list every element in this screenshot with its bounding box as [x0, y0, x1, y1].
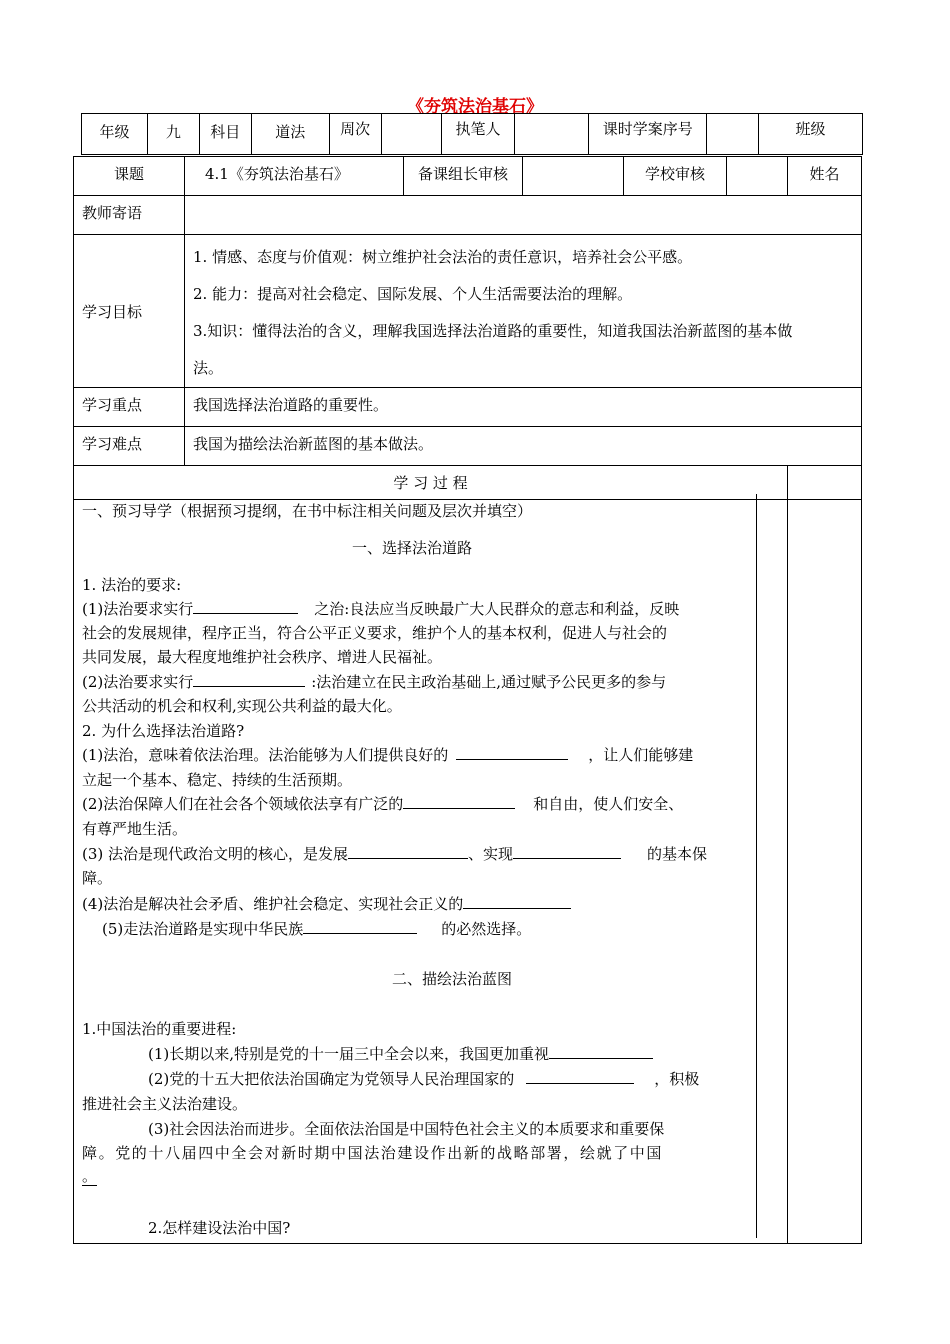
q2-4-line: [82, 893, 571, 914]
subject-label: 科目: [199, 114, 251, 155]
goals-list: [185, 235, 862, 388]
section1-title: 一、选择法治道路: [352, 539, 473, 557]
q3-2-line: [148, 1068, 699, 1089]
q2-1-text-a: (1)法治，意味着依法治理。法治能够为人们提供良好的: [82, 746, 449, 764]
process-notes-cell: [788, 500, 862, 1244]
fill-blank[interactable]: [526, 1082, 634, 1084]
q2-2-text-a: (2)法治保障人们在社会各个领域依法享有广泛的: [82, 795, 404, 813]
q3-title: 1.中国法治的重要进程:: [82, 1020, 237, 1038]
goal-item: 1. 情感、态度与价值观：树立维护社会法治的责任意识，培养社会公平感。: [193, 248, 693, 266]
fill-blank[interactable]: [303, 932, 417, 934]
process-side-cell: [788, 466, 862, 500]
lesson-no-label: 课时学案序号: [589, 114, 707, 155]
notes-divider: [756, 494, 757, 1238]
q3-3-text-c: 。: [82, 1167, 98, 1185]
q2-3-text-c: 的基本保: [647, 845, 708, 863]
fill-blank[interactable]: [549, 1057, 653, 1059]
process-header: 学 习 过 程: [74, 466, 788, 500]
q2-2-text-c: 有尊严地生活。: [82, 820, 188, 838]
week-label: 周次: [329, 114, 381, 155]
lesson-no-value: [707, 114, 759, 155]
preview-heading: 一、预习导学（根据预习提纲，在书中标注相关问题及层次并填空）: [82, 502, 533, 520]
q2-5-line: [102, 918, 531, 939]
subject-value: 道法: [251, 114, 329, 155]
q2-1-text-c: 立起一个基本、稳定、持续的生活预期。: [82, 771, 353, 789]
q2-1-text-b: ，让人们能够建: [588, 746, 694, 764]
q2-3-text-a: (3) 法治是现代政治文明的核心，是发展: [82, 845, 349, 863]
q2-4-text: (4)法治是解决社会矛盾、维护社会稳定、实现社会正义的: [82, 895, 464, 913]
q2-5-text-a: (5)走法治道路是实现中华民族: [102, 920, 304, 938]
section2-title: 二、描绘法治蓝图: [392, 970, 513, 988]
writer-value: [515, 114, 589, 155]
q2-3-line: [82, 843, 707, 864]
name-label: 姓名: [788, 157, 862, 196]
goals-label: 学习目标: [74, 235, 185, 388]
q2-3-text-d: 障。: [82, 869, 113, 887]
q2-title: 2. 为什么选择法治道路?: [82, 722, 245, 740]
q4-title: 2.怎样建设法治中国?: [148, 1219, 291, 1237]
q1-2-text-b: :法治建立在民主政治基础上,通过赋予公民更多的参与: [311, 673, 667, 691]
teacher-note-label: 教师寄语: [74, 196, 185, 235]
fill-blank[interactable]: [193, 612, 298, 614]
q1-1-text-a: (1)法治要求实行: [82, 600, 194, 618]
topic-value: 4.1《夯筑法治基石》: [185, 157, 404, 196]
key-point-value: 我国选择法治道路的重要性。: [185, 388, 862, 427]
q1-1-text-c: 社会的发展规律，程序正当，符合公平正义要求，维护个人的基本权利，促进人与社会的: [82, 624, 668, 642]
fill-blank[interactable]: [463, 907, 571, 909]
group-review-label: 备课组长审核: [404, 157, 523, 196]
week-value: [381, 114, 441, 155]
class-label: 班级: [759, 114, 863, 155]
school-review-label: 学校审核: [624, 157, 727, 196]
group-review-value: [523, 157, 624, 196]
q1-2-text-a: (2)法治要求实行: [82, 673, 194, 691]
q1-1-text-d: 共同发展，最大程度地维护社会秩序、增进人民福祉。: [82, 648, 443, 666]
q1-2-text-c: 公共活动的机会和权利,实现公共利益的最大化。: [82, 697, 402, 715]
difficulty-value: 我国为描绘法治新蓝图的基本做法。: [185, 427, 862, 466]
q1-2-line: [82, 671, 666, 692]
q2-3-text-b: 、实现: [468, 845, 514, 863]
key-point-label: 学习重点: [74, 388, 185, 427]
q2-2-line: [82, 793, 683, 814]
fill-blank[interactable]: [403, 807, 515, 809]
q2-5-text-b: 的必然选择。: [441, 920, 532, 938]
fill-blank[interactable]: [456, 758, 568, 760]
topic-label: 课题: [74, 157, 185, 196]
teacher-note-value: [185, 196, 862, 235]
q2-2-text-b: 和自由，使人们安全、: [533, 795, 684, 813]
q1-1-text-b: 之治:良法应当反映最广大人民群众的意志和利益，反映: [314, 600, 680, 618]
q3-3-text-b: 障。党的十八届四中全会对新时期中国法治建设作出新的战略部署，绘就了中国: [82, 1144, 664, 1162]
q1-1-line: [82, 598, 679, 619]
fill-blank[interactable]: [348, 857, 468, 859]
header-table: [81, 113, 863, 155]
q3-2-text-b: ，积极: [654, 1070, 700, 1088]
page-title: 《夯筑法治基石》: [407, 97, 543, 117]
q1-title: 1. 法治的要求:: [82, 576, 182, 594]
q3-3-text-a: (3)社会因法治而进步。全面依法治国是中国特色社会主义的本质要求和重要保: [148, 1120, 665, 1138]
q3-1-line: [148, 1043, 653, 1064]
q3-2-text-a: (2)党的十五大把依法治国确定为党领导人民治理国家的: [148, 1070, 515, 1088]
difficulty-label: 学习难点: [74, 427, 185, 466]
goal-item: 3.知识：懂得法治的含义，理解我国选择法治道路的重要性，知道我国法治新蓝图的基本做: [193, 322, 793, 340]
q3-2-text-c: 推进社会主义法治建设。: [82, 1095, 248, 1113]
fill-blank[interactable]: [513, 857, 621, 859]
goal-item: 2. 能力：提高对社会稳定、国际发展、个人生活需要法治的理解。: [193, 285, 633, 303]
writer-label: 执笔人: [441, 114, 515, 155]
q3-1-text: (1)长期以来,特别是党的十一届三中全会以来，我国更加重视: [148, 1045, 550, 1063]
fill-blank[interactable]: [193, 685, 305, 687]
grade-label: 年级: [82, 114, 148, 155]
q2-1-line: [82, 744, 693, 765]
goal-item: 法。: [193, 359, 224, 377]
grade-value: 九: [147, 114, 199, 155]
school-review-value: [727, 157, 788, 196]
